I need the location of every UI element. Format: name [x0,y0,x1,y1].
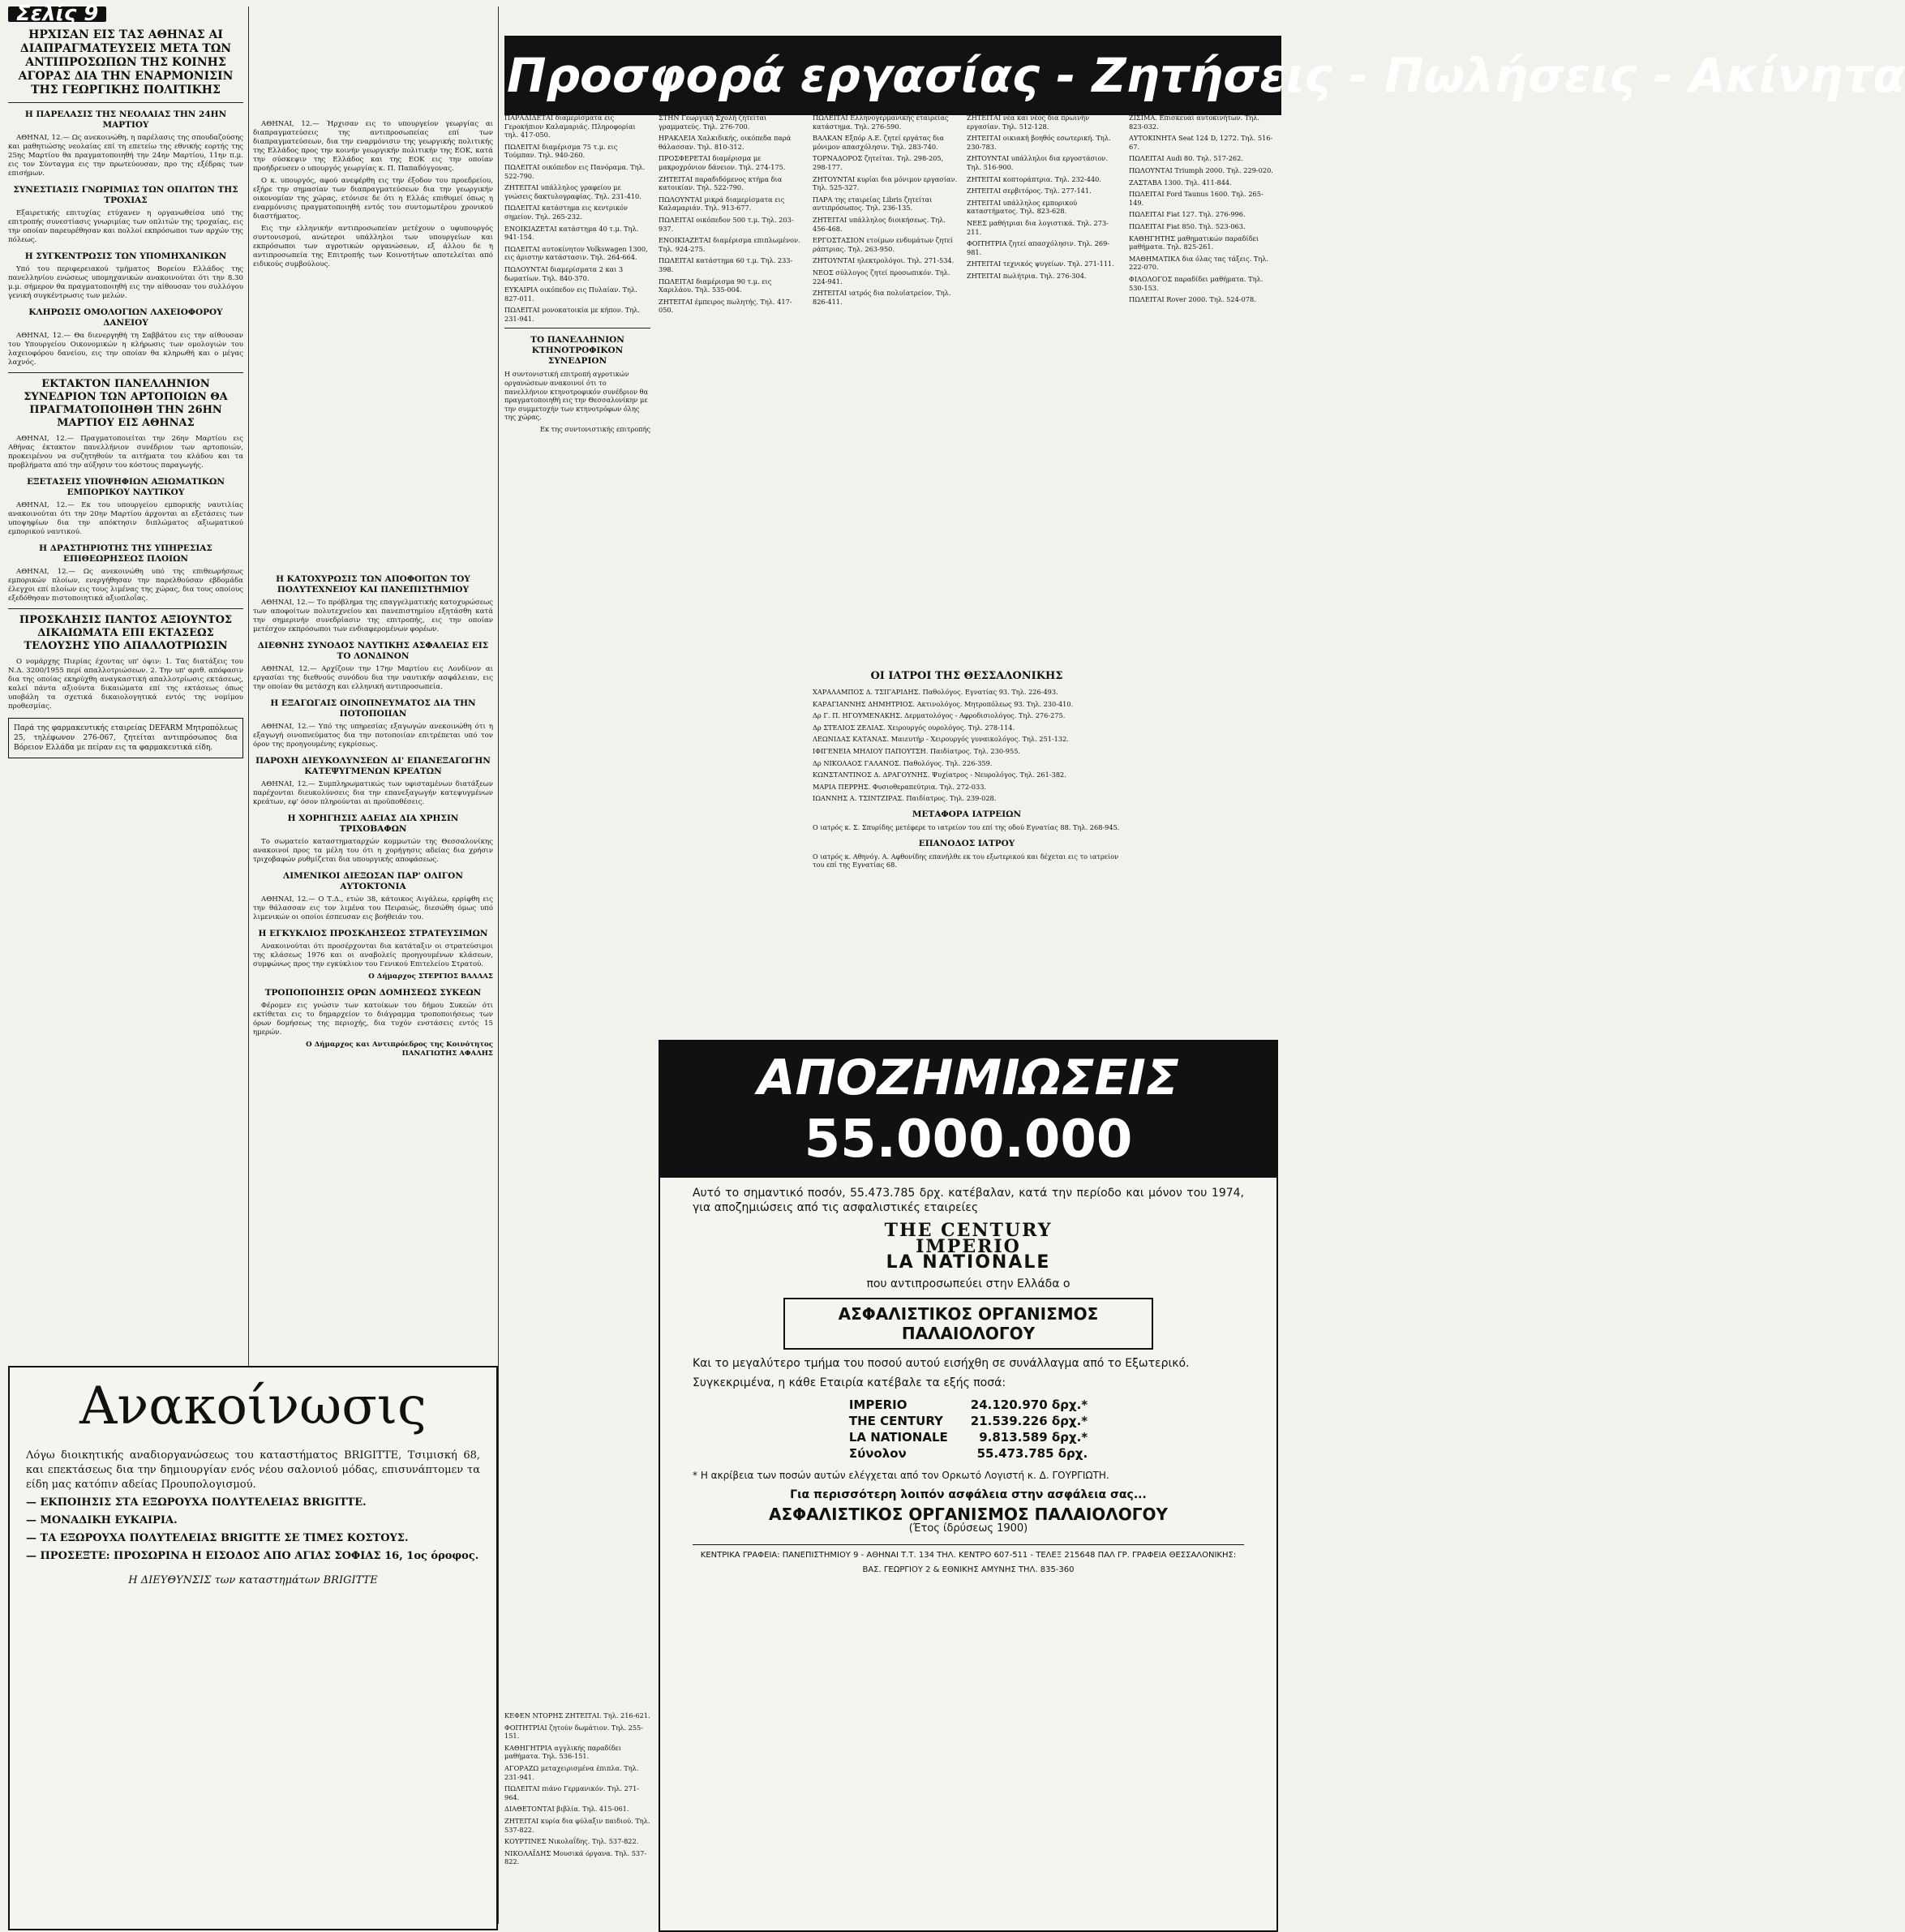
announcement-line: Λόγω διοικητικής αναδιοργανώσεως του καταστήματος BRIGITTE, Τσιμισκή 68, και επεκτάσεως δια την δημιουργίαν ενός νέου σαλονιού μόδας, επισυνάπτομεν τα είδη μας κατόπιν αδείας Προυπολογισμού. [26,1449,480,1491]
announcement-body [10,1439,496,1598]
classifieds-column-extra [504,1711,650,1929]
ad-safety: Για περισσότερη λοιπόν ασφάλεια στην ασφάλεια σας... [790,1488,1147,1501]
classified-ad: ΠΩΛΕΙΤΑΙ Audi 80. Τηλ. 517-262. [1129,154,1243,163]
article-body: ΑΘΗΝΑΙ, 12.— Συμπληρωματικώς των υφισταμένων διατάξεων παρέχονται διευκολύνσεις δια την επανεξαγωγήν κατεψυγμένων κρεάτων, εφ' όσον πληρούνται αι προϋποθέσεις. [253,780,493,806]
company-name: IMPERIO [848,1397,907,1412]
article-body: ΑΘΗΝΑΙ, 12.— Εκ του υπουργείου εμπορικής ναυτιλίας ανακοινούται ότι την 20ην Μαρτίου άρχονται αι εξετάσεις των υποψηφίων δια την απόκτησιν διπλώματος αξιωματικού εμπορικού ναυτικού. [8,501,243,536]
classified-ad: ΗΡΑΚΛΕΙΑ Χαλκιδικής, οικόπεδα παρά θάλασσαν. Τηλ. 810-312. [659,134,792,151]
doctors-directory [813,665,1121,1034]
signature: Εκ της συντονιστικής επιτροπής [539,425,650,434]
classified-ad: ΜΑΘΗΜΑΤΙΚΑ δια όλας τας τάξεις. Τηλ. 222-070. [1129,254,1269,272]
table-row [838,1429,1099,1445]
classified-ad: ΖΗΤΟΥΝΤΑΙ κυρίαι δια μόνιμον εργασίαν. Τηλ. 525-327. [813,174,958,192]
announcement-line: — ΠΡΟΣΕΞΤΕ: ΠΡΟΣΩΡΙΝΑ Η ΕΙΣΟΔΟΣ ΑΠΟ ΑΓΙΑΣ ΣΟΦΙΑΣ 16, 1ος όροφος. [26,1550,479,1562]
company-name: Σύνολον [848,1446,907,1461]
classified-ad: ΖΗΤΕΙΤΑΙ πωλήτρια. Τηλ. 276-304. [967,271,1087,280]
classified-ad: ΠΩΛΕΙΤΑΙ οικόπεδον 500 τ.μ. Τηλ. 203-937. [659,215,794,233]
brand-century: THE CENTURY [884,1220,1053,1241]
classified-ad: ΚΑΘΗΓΗΤΡΙΑ αγγλικής παραδίδει μαθήματα. Τηλ. 536-151. [504,1743,622,1761]
signature: Ο Δήμαρχος και Αντιπρόεδρος της Κοινότητος ΠΑΝΑΓΙΩΤΗΣ ΑΦΑΛΗΣ [306,1041,493,1058]
classified-ad: ΠΩΛΕΙΤΑΙ Fiat 850. Τηλ. 523-063. [1129,221,1246,230]
directory-heading: ΟΙ ΙΑΤΡΟΙ ΤΗΣ ΘΕΣΣΑΛΟΝΙΚΗΣ [870,670,1063,682]
classified-ad: ΑΓΟΡΑΖΩ μεταχειρισμένα έπιπλα. Τηλ. 231-941. [504,1763,639,1781]
article-heading: ΕΞΕΤΑΣΕΙΣ ΥΠΟΨΗΦΙΩΝ ΑΞΙΩΜΑΤΙΚΩΝ ΕΜΠΟΡΙΚΟΥ ΝΑΥΤΙΚΟΥ [27,477,225,497]
classified-ad: ΖΙΣΙΜΑ. Επισκευαί αυτοκινήτων. Τηλ. 823-032. [1129,114,1260,131]
classified-ad: ΠΡΟΣΦΕΡΕΤΑΙ διαμέρισμα με μακροχρόνιον δάνειον. Τηλ. 274-175. [659,154,786,171]
company-name: LA NATIONALE [848,1430,948,1445]
company-name: THE CENTURY [848,1414,943,1428]
article-heading: Η ΚΑΤΟΧΥΡΩΣΙΣ ΤΩΝ ΑΠΟΦΟΙΤΩΝ ΤΟΥ ΠΟΛΥΤΕΧΝΕΙΟΥ ΚΑΙ ΠΑΝΕΠΙΣΤΗΜΙΟΥ [276,574,470,595]
classifieds-column-5 [1129,114,1275,1030]
article-heading: ΔΙΕΘΝΗΣ ΣΥΝΟΔΟΣ ΝΑΥΤΙΚΗΣ ΑΣΦΑΛΕΙΑΣ ΕΙΣ ΤΟ ΛΟΝΔΙΝΟΝ [257,641,489,661]
classified-ad: ΖΗΤΕΙΤΑΙ νέα και νέος δια πρωινήν εργασίαν. Τηλ. 512-128. [967,114,1090,131]
classified-ad: ΖΑΣΤΑΒΑ 1300. Τηλ. 411-844. [1129,178,1232,187]
signature: Ο Δήμαρχος ΣΤΕΡΓΙΟΣ ΒΑΛΛΑΣ [368,972,493,981]
article-body: Ανακοινούται ότι προσέρχονται δια κατάταξιν οι στρατεύσιμοι της κλάσεως 1976 και οι αναβολείς προηγουμένων κλάσεων, συμφώνως προς την εγκύκλιον του Γενικού Επιτελείου Στρατού. [253,942,493,968]
article-body: Εξαιρετικής επιτυχίας ετύχανεν η οργανωθείσα υπό της επιτροπής συνεστίασις γνωριμίας των οπλιτών της τροχαίας, εις την οποίαν παρευρέθησαν και πολλοί εκπρόσωποι των αρχών της πόλεως. [8,209,243,244]
classified-ad: ΖΗΤΕΙΤΑΙ υπάλληλος εμπορικού καταστήματος. Τηλ. 823-628. [967,198,1078,216]
article-body: Η συντονιστική επιτροπή αγροτικών οργανώσεων ανακοινοί ότι το πανελλήνιον κτηνοτροφικόν συνέδριον θα πραγματοποιηθή εις την Θεσσαλονίκην με την συμμετοχήν των κτηνοτρόφων όλης της χώρας. [504,370,649,422]
article-heading: ΤΟ ΠΑΝΕΛΛΗΝΙΟΝ ΚΤΗΝΟΤΡΟΦΙΚΟΝ ΣΥΝΕΔΡΙΟΝ [530,335,624,367]
article-heading: ΕΠΑΝΟΔΟΣ ΙΑΤΡΟΥ [918,838,1015,848]
article-body: Φέρομεν εις γνώσιν των κατοίκων του δήμου Συκεών ότι εκτίθεται εις το δημαρχείον το διάγραμμα τροποποιήσεως των όρων δομήσεως της περιοχής, δια τυχόν ενστάσεις εντός 15 ημερών. [253,1002,493,1037]
article-heading: ΤΡΟΠΟΠΟΙΗΣΙΣ ΟΡΩΝ ΔΟΜΗΣΕΩΣ ΣΥΚΕΩΝ [264,988,482,998]
classified-ad: ΖΗΤΕΙΤΑΙ κοπτοράπτρια. Τηλ. 232-440. [967,174,1101,183]
announcement-title: Ανακοίνωσις [79,1376,427,1436]
classified-ad: ΠΩΛΟΥΝΤΑΙ μικρά διαμερίσματα εις Καλαμαριάν. Τηλ. 913-677. [659,195,785,213]
classified-ad: ΝΕΟΣ σύλλογος ζητεί προσωπικόν. Τηλ. 224-941. [813,268,950,286]
org-box: ΑΣΦΑΛΙΣΤΙΚΟΣ ΟΡΓΑΝΙΣΜΟΣ ΠΑΛΑΙΟΛΟΓΟΥ [783,1298,1153,1350]
article-heading: ΕΚΤΑΚΤΟΝ ΠΑΝΕΛΛΗΝΙΟΝ ΣΥΝΕΔΡΙΟΝ ΤΩΝ ΑΡΤΟΠΟΙΩΝ ΘΑ ΠΡΑΓΜΑΤΟΠΟΙΗΘΗ ΤΗΝ 26ΗΝ ΜΑΡΤΙΟΥ ΕΙΣ ΑΘΗΝΑΣ [24,378,228,429]
classified-ad: ΖΗΤΕΙΤΑΙ παραδιδόμενος κτήμα δια κατοικίαν. Τηλ. 522-790. [659,174,783,192]
classified-ad: ΠΩΛΕΙΤΑΙ κατάστημα 60 τ.μ. Τηλ. 233-398. [659,256,793,273]
table-row [838,1397,1099,1413]
article-heading: ΛΙΜΕΝΙΚΟΙ ΔΙΕΞΩΣΑΝ ΠΑΡ' ΟΛΙΓΟΝ ΑΥΤΟΚΤΟΝΙΑ [283,871,463,891]
article-heading: Η ΠΑΡΕΛΑΣΙΣ ΤΗΣ ΝΕΟΛΑΙΑΣ ΤΗΝ 24ΗΝ ΜΑΡΤΙΟΥ [24,109,227,130]
classified-ad: ΠΩΛΕΙΤΑΙ Ford Taunus 1600. Τηλ. 265-149. [1129,190,1264,207]
classified-ad: ΚΑΘΗΓΗΤΗΣ μαθηματικών παραδίδει μαθήματα. Τηλ. 825-261. [1129,234,1259,251]
classified-ad: ΠΩΛΕΙΤΑΙ μονοκατοικία με κήπον. Τηλ. 231-941. [504,306,641,323]
classified-ad: ΖΗΤΕΙΤΑΙ ιατρός δια πολυϊατρείον. Τηλ. 826-411. [813,289,951,306]
classified-ad: ΚΟΥΡΤΙΝΕΣ Νικολαΐδης. Τηλ. 537-822. [504,1837,639,1846]
lead-headline: ΗΡΧΙΣΑΝ ΕΙΣ ΤΑΣ ΑΘΗΝΑΣ ΑΙ ΔΙΑΠΡΑΓΜΑΤΕΥΣΕΙΣ ΜΕΤΑ ΤΩΝ ΑΝΤΙΠΡΟΣΩΠΩΝ ΤΗΣ ΚΟΙΝΗΣ ΑΓΟΡΑΣ ΔΙΑ ΤΗΝ ΕΝΑΡΜΟΝΙΣΙΝ ΤΗΣ ΓΕΩΡΓΙΚΗΣ ΠΟΛΙΤΙΚΗΣ [18,28,234,97]
classified-ad: ΠΩΛΕΙΤΑΙ κατάστημα εις κεντρικόν σημείον. Τηλ. 265-232. [504,204,628,221]
ad-rep: που αντιπροσωπεύει στην Ελλάδα ο [866,1277,1070,1290]
article-body: ΑΘΗΝΑΙ, 12.— Ως ανεκοινώθη, η παρέλασις της σπουδαζούσης και μαθητιώσης νεολαίας επί τη επετείω της εθνικής εορτής της 25ης Μαρτίου θα πραγματοποιηθή την 24ην Μαρτίου, 11ην π.μ. εις τον Σύνταγμα εις την πρωτεύουσαν, προ της εξέδρας των επισήμων. [8,134,243,178]
article-body: ΑΘΗΝΑΙ, 12.— Πραγματοποιείται την 26ην Μαρτίου εις Αθήνας έκτακτον πανελλήνιον συνέδριον των αρτοποιών, προκειμένου να συζητηθούν τα αιτήματα του κλάδου και τα προβλήματα από την αύξησιν του κόστους παραγωγής. [8,435,243,470]
ad-body [660,1178,1276,1586]
classified-ad: ΕΝΟΙΚΙΑΖΕΤΑΙ κατάστημα 40 τ.μ. Τηλ. 941-154. [504,224,639,242]
ad-intro: Αυτό το σημαντικό ποσόν, 55.473.785 δρχ. κατέβαλαν, κατά την περίοδο και μόνον του 1974, για αποζημιώσεις από τις ασφαλιστικές εταιρείες [693,1187,1244,1214]
classifieds-column-2 [659,114,804,1030]
classified-ad: ΖΗΤΕΙΤΑΙ έμπειρος πωλητής. Τηλ. 417-050. [659,297,792,315]
classified-ad: ΔΙΑΘΕΤΟΝΤΑΙ βιβλία. Τηλ. 415-061. [504,1805,629,1814]
doctor-listing: ΚΩΝΣΤΑΝΤΙΝΟΣ Δ. ΔΡΑΓΟΥΝΗΣ. Ψυχίατρος - Νευρολόγος. Τηλ. 261-382. [813,771,1066,779]
classified-ad: ΖΗΤΕΙΤΑΙ σερβιτόρος. Τηλ. 277-141. [967,187,1092,195]
ad-founded: (Έτος ίδρύσεως 1900) [908,1522,1028,1535]
article-body: ΑΘΗΝΑΙ, 12.— Το πρόβλημα της επαγγελματικής κατοχυρώσεως των αποφοίτων πολυτεχνείου και πανεπιστημίου εξητάσθη κατά την σημερινήν συνεδρίασιν της επιτροπής, εις την οποίαν μετέσχον εκπρόσωποι των ενδιαφερομένων φορέων. [253,599,493,633]
brigitte-announcement [8,1366,498,1930]
classified-ad: ΦΟΙΤΗΤΡΙΑ ζητεί απασχόλησιν. Τηλ. 269-981. [967,239,1110,256]
classified-ad: ΠΩΛΕΙΤΑΙ Ελληνογερμανικής εταιρείας κατάστημα. Τηλ. 276-590. [813,114,949,131]
classified-ad: ΖΗΤΟΥΝΤΑΙ ηλεκτρολόγοι. Τηλ. 271-534. [813,256,955,265]
article-heading: Η ΕΓΚΥΚΛΙΟΣ ΠΡΟΣΚΛΗΣΕΩΣ ΣΤΡΑΤΕΥΣΙΜΩΝ [258,929,488,938]
insurance-advertisement [659,1040,1278,1932]
doctor-listing: ΚΑΡΑΓΙΑΝΝΗΣ ΔΗΜΗΤΡΙΟΣ. Ακτινολόγος. Μητροπόλεως 93. Τηλ. 230-410. [813,699,1074,708]
doctor-listing: Δρ ΝΙΚΟΛΑΟΣ ΓΑΛΑΝΟΣ. Παθολόγος. Τηλ. 226-359. [813,758,993,767]
classified-ad: ΝΙΚΟΛΑΪΔΗΣ Μουσικά όργανα. Τηλ. 537-822. [504,1848,647,1866]
classified-ad: ΕΝΟΙΚΙΑΖΕΤΑΙ διαμέρισμα επιπλωμένον. Τηλ. 924-275. [659,236,800,253]
doctor-listing: Δρ ΣΤΕΛΙΟΣ ΖΕΛΙΑΣ. Χειρουργός ουρολόγος. Τηλ. 278-114. [813,723,1015,732]
announcement-line: — ΕΚΠΟΙΗΣΙΣ ΣΤΑ ΕΞΩΡΟΥΧΑ ΠΟΛΥΤΕΛΕΙΑΣ BRIGITTE. [26,1496,367,1509]
announcement-signature: Η ΔΙΕΥΘΥΝΣΙΣ των καταστημάτων BRIGITTE [128,1574,378,1586]
article-heading: ΠΑΡΟΧΗ ΔΙΕΥΚΟΛΥΝΣΕΩΝ ΔΙ' ΕΠΑΝΕΞΑΓΩΓΗΝ ΚΑΤΕΨΥΓΜΕΝΩΝ ΚΡΕΑΤΩΝ [255,756,491,776]
classified-ad: ΣΤΗΝ Γεωργική Σχολή ζητείται γραμματεύς. Τηλ. 276-700. [659,114,767,131]
ad-note: * Η ακρίβεια των ποσών αυτών ελέγχεται από τον Ορκωτό Λογιστή κ. Δ. ΓΟΥΡΓΙΩΤΗ. [693,1470,1109,1481]
classified-ad: ΠΩΛΕΙΤΑΙ Fiat 127. Τηλ. 276-996. [1129,210,1246,219]
article-body: ΑΘΗΝΑΙ, 12.— Ο Τ.Δ., ετών 38, κάτοικος Αιγάλεω, ερρίφθη εις την θάλασσαν εις τον λιμένα του Πειραιώς, διεσώθη όμως υπό λιμενικών οι οποίοι έσπευσαν εις βοήθειάν του. [253,895,493,921]
article-heading: ΚΛΗΡΩΣΙΣ ΟΜΟΛΟΓΙΩΝ ΛΑΧΕΙΟΦΟΡΟΥ ΔΑΝΕΙΟΥ [28,307,223,328]
article-body: ΑΘΗΝΑΙ, 12.— Ως ανεκοινώθη υπό της επιθεωρήσεως εμπορικών πλοίων, ενεργήθησαν την παρελθούσαν εβδομάδα έλεγχοι επί πλοίων εις τους λιμένας της χώρας, δια τους οποίους εξεδόθησαν πιστοποιητικά αξιοπλοΐας. [8,568,243,603]
divider [8,372,243,373]
article-body: Εις την ελληνικήν αντιπροσωπείαν μετέχουν ο υφυπουργός συντονισμού, ανώτεροι υπάλληλοι των υπουργείων και εκπρόσωποι των αγροτικών οργανώσεων, εξ άλλου δε η αντιπροσωπεία της Επιτροπής των Κοινοτήτων αποτελείται από ειδικούς συμβούλους. [253,225,493,268]
classified-ad: ΖΗΤΕΙΤΑΙ υπάλληλος γραφείου με γνώσεις δακτυλογραφίας. Τηλ. 231-410. [504,183,641,200]
article-heading: Η ΔΡΑΣΤΗΡΙΟΤΗΣ ΤΗΣ ΥΠΗΡΕΣΙΑΣ ΕΠΙΘΕΩΡΗΣΕΩΣ ΠΛΟΙΩΝ [39,543,212,564]
ad-footer: ΚΕΝΤΡΙΚΑ ΓΡΑΦΕΙΑ: ΠΑΝΕΠΙΣΤΗΜΙΟΥ 9 - ΑΘΗΝΑΙ Τ.Τ. 134 ΤΗΛ. ΚΕΝΤΡΟ 607-511 - ΤΕΛΕΞ 215648 ΠΑΛ ΓΡ. ΓΡΑΦΕΙΑ ΘΕΣΣΑΛΟΝΙΚΗΣ: ΒΑΣ. ΓΕΩΡΓΙΟΥ 2 & ΕΘΝΙΚΗΣ ΑΜΥΝΗΣ ΤΗΛ. 835-360 [693,1544,1244,1578]
article-body: Ο νομάρχης Πιερίας έχοντας υπ' όψιν: 1. Τας διατάξεις του Ν.Δ. 3200/1955 περί απαλλοτριώσεων. 2. Την υπ' αριθ. απόφασιν δια της οποίας εκηρύχθη αναγκαστική απαλλοτρίωσις εκτάσεως, καλεί πάντα αξιούντα δικαιώματα επί της εκτάσεως όπως υποβάλη τα σχετικά δικαιολογητικά εντός της νομίμου προθεσμίας. [8,658,243,711]
article-heading: ΣΥΝΕΣΤΙΑΣΙΣ ΓΝΩΡΙΜΙΑΣ ΤΩΝ ΟΠΛΙΤΩΝ ΤΗΣ ΤΡΟΧΙΑΣ [13,185,238,205]
doctor-listing: Δρ Γ. Π. ΗΓΟΥΜΕΝΑΚΗΣ. Δερματολόγος - Αφροδισιολόγος. Τηλ. 276-275. [813,711,1066,720]
classified-ad: ΑΥΤΟΚΙΝΗΤΑ Seat 124 D, 1272. Τηλ. 516-67. [1129,134,1273,151]
notice-box: Παρά της φαρμακευτικής εταιρείας DEFARM Μητροπόλεως 25, τηλέφωνον 276-067, ζητείται αντιπρόσωπος δια Βόρειον Ελλάδα με πείραν εις τα φαρμακευτικά είδη. [8,718,243,758]
classified-ad: ΠΩΛΕΙΤΑΙ πιάνο Γερμανικόν. Τηλ. 271-964. [504,1784,640,1801]
article-body: Το σωματείο καταστηματαρχών κομμωτών της Θεσσαλονίκης ανακοινοί προς τα μέλη του ότι η χορήγησις αδείας δια χρήσιν τριχοβαφών ρυθμίζεται δια υπουργικής αποφάσεως. [253,838,493,864]
classified-ad: ΠΩΛΕΙΤΑΙ διαμέρισμα 75 τ.μ. εις Τούμπαν. Τηλ. 940-260. [504,142,618,160]
classifieds-banner: Προσφορά εργασίας - Ζητήσεις - Πωλήσεις - Ακίνητα [504,36,1281,115]
doctor-listing: ΙΩΑΝΝΗΣ Α. ΤΣΙΝΤΖΙΡΑΣ. Παιδίατρος. Τηλ. 239-028. [813,794,997,803]
article-body: ΑΘΗΝΑΙ, 12.— Ήρχισαν εις το υπουργείον γεωργίας αι διαπραγματεύσεις της αντιπροσωπείας επί των διαπραγματεύσεων, δια την εναρμόνισιν της γεωργικής πολιτικής της Ελλάδος προς την κοινήν γεωργικήν πολιτικήν της ΕΟΚ, κατά την σύσκεψιν της Ελλάδος και της ΕΟΚ εις την οποίαν προήδρευσεν ο υπουργός γεωργίας κ. Π. Παπαδόγγονας. [253,120,493,173]
doctor-listing: ΜΑΡΙΑ ΠΕΡΡΗΣ. Φυσιοθεραπεύτρια. Τηλ. 272-033. [813,782,987,791]
company-amount: 21.539.226 δρχ.* [970,1414,1088,1428]
classified-ad: ΖΗΤΟΥΝΤΑΙ υπάλληλοι δια εργοστάσιον. Τηλ. 516-900. [967,154,1108,171]
classified-ad: ΖΗΤΕΙΤΑΙ υπάλληλος διοικήσεως. Τηλ. 456-468. [813,215,946,233]
article-body: Ο ιατρός κ. Αθηνόγ. Α. Αφθονίδης επανήλθε εκ του εξωτερικού και δέχεται εις το ιατρείον του επί της Εγνατίας 68. [813,852,1119,869]
divider [8,102,243,103]
classified-ad: ΠΩΛΕΙΤΑΙ οικόπεδον εις Πανόραμα. Τηλ. 522-790. [504,162,646,180]
article-heading: ΠΡΟΣΚΛΗΣΙΣ ΠΑΝΤΟΣ ΑΞΙΟΥΝΤΟΣ ΔΙΚΑΙΩΜΑΤΑ ΕΠΙ ΕΚΤΑΣΕΩΣ ΤΕΛΟΥΣΗΣ ΥΠΟ ΑΠΑΛΛΟΤΡΙΩΣΙΝ [19,614,233,652]
classified-ad: ΠΩΛΟΥΝΤΑΙ Triumph 2000. Τηλ. 229-020. [1129,165,1273,174]
doctor-listing: ΛΕΩΝΙΔΑΣ ΚΑΤΑΝΑΣ. Μαιευτήρ - Χειρουργός γυναικολόγος. Τηλ. 251-132. [813,735,1069,744]
company-amount: 24.120.970 δρχ.* [970,1397,1088,1412]
article-body: Ο ιατρός κ. Σ. Σπυρίδης μετέφερε το ιατρείον του επί της οδού Εγνατίας 88. Τηλ. 268-945. [813,822,1120,831]
doctor-listing: ΙΦΙΓΕΝΕΙΑ ΜΗΛΙΟΥ ΠΑΠΟΥΤΣΗ. Παιδίατρος. Τηλ. 230-955. [813,746,1021,755]
ad-mid: Και το μεγαλύτερο τμήμα του ποσού αυτού εισήχθη σε συνάλλαγμα από το Εξωτερικό. [693,1357,1190,1370]
announcement-line: — ΜΟΝΑΔΙΚΗ ΕΥΚΑΙΡΙΑ. [26,1514,178,1526]
classified-ad: ΒΑΛΚΑΝ Εξπόρ Α.Ε. ζητεί εργάτας δια μόνιμον απασχόλησιν. Τηλ. 283-740. [813,134,944,151]
article-heading: Η ΕΞΑΓΩΓΑΙΣ ΟΙΝΟΠΝΕΥΜΑΤΟΣ ΔΙΑ ΤΗΝ ΠΟΤΟΠΟΙΙΑΝ [270,698,476,719]
classified-ad: ΖΗΤΕΙΤΑΙ κυρία δια φύλαξιν παιδιού. Τηλ. 537-822. [504,1816,650,1834]
divider [8,608,243,609]
table-row [838,1413,1099,1429]
classified-ad: ΖΗΤΕΙΤΑΙ οικιακή βοηθός εσωτερική. Τηλ. 230-783. [967,134,1111,151]
classified-ad: ΝΕΕΣ μαθήτριαι δια λογιστικά. Τηλ. 273-211. [967,218,1109,236]
ad-title: ΑΠΟΖΗΜΙΩΣΕΙΣ [660,1041,1276,1108]
doctor-listing: ΧΑΡΑΛΑΜΠΟΣ Δ. ΤΣΙΓΑΡΙΔΗΣ. Παθολόγος. Εγνατίας 93. Τηλ. 226-493. [813,688,1058,696]
article-heading: ΜΕΤΑΦΟΡΑ ΙΑΤΡΕΙΩΝ [912,809,1022,819]
company-amount: 9.813.589 δρχ.* [979,1430,1088,1445]
brand-nationale: LA NATIONALE [886,1252,1051,1273]
brand-imperio: IMPERIO [916,1236,1021,1257]
announcement-line: — ΤΑ ΕΞΩΡΟΥΧΑ ΠΟΛΥΤΕΛΕΙΑΣ BRIGITTE ΣΕ ΤΙΜΕΣ ΚΟΣΤΟΥΣ. [26,1532,409,1544]
article-body: Υπό του περιφερειακού τμήματος Βορείου Ελλάδος της πανελληνίου ενώσεως υπομηχανικών ανακοινούται ότι την 8.30 μ.μ. σήμερον θα πραγματοποιηθή εις την αίθουσαν του συλλόγου γενική συγκέντρωσις των μελών. [8,265,243,300]
classified-ad: ΠΩΛΕΙΤΑΙ αυτοκίνητον Volkswagen 1300, εις άριστην κατάστασιν. Τηλ. 264-664. [504,244,648,262]
classified-ad: ΠΩΛΕΙΤΑΙ Rover 2000. Τηλ. 524-078. [1129,295,1256,304]
column-rule [498,6,499,1924]
ad-amount: 55.000.000 [660,1108,1276,1178]
classified-ad: ΦΟΙΤΗΤΡΙΑΙ ζητούν δωμάτιον. Τηλ. 255-151. [504,1723,644,1741]
column-lead [8,2,243,1353]
classifieds-column-1 [504,114,650,1703]
page-masthead: Σελίς 9 [8,6,106,22]
classified-ad: ΕΡΓΟΣΤΑΣΙΟΝ ετοίμων ενδυμάτων ζητεί ράπτριας. Τηλ. 263-950. [813,236,954,253]
classified-ad: ΚΕΦΕΝ ΝΤΟΡΗΣ ΖΗΤΕΙΤΑΙ. Τηλ. 216-621. [504,1711,650,1719]
column-news [253,568,493,1346]
article-body: Ο κ. υπουργός, αφού ανεφέρθη εις την έξοδον του προεδρείου, εξήρε την σημασίαν των διαπραγματεύσεων δια την γεωργικήν οικονομίαν της χώρας, ετόνισε δε ότι η Ελλάς επιθυμεί όπως η εναρμόνισις πραγματοποιηθή εντός του συντομωτέρου χρονικού διαστήματος. [253,177,493,221]
article-body: ΑΘΗΝΑΙ, 12.— Αρχίζουν την 17ην Μαρτίου εις Λονδίνον αι εργασίαι της διεθνούς συνόδου δια την ναυτικήν ασφάλειαν, εις την οποίαν θα μετάσχη και ελληνική αντιπροσωπεία. [253,665,493,691]
article-heading: Η ΧΟΡΗΓΗΣΙΣ ΑΔΕΙΑΣ ΔΙΑ ΧΡΗΣΙΝ ΤΡΙΧΟΒΑΦΩΝ [287,814,459,834]
article-body: ΑΘΗΝΑΙ, 12.— Υπό της υπηρεσίας εξαγωγών ανεκοινώθη ότι η εξαγωγή οινοπνεύματος δια την ποτοποιίαν επιτρέπεται υπό τον όρον της προηγουμένης εγκρίσεως. [253,723,493,749]
payout-table [838,1397,1099,1462]
article-body: ΑΘΗΝΑΙ, 12.— Θα διενεργηθή τη Σαββάτου εις την αίθουσαν του Υπουργείου Οικονομικών η κλήρωσις των ομολογιών του λαχειοφόρου δανείου, εις την οποίαν θα κληρωθή και ο μέγας λαχνός. [8,332,243,367]
ad-spec: Συγκεκριμένα, η κάθε Εταιρία κατέβαλε τα εξής ποσά: [693,1376,1006,1389]
classified-ad: ΠΑΡΑ της εταιρείας Libris ζητείται αντιπρόσωπος. Τηλ. 236-135. [813,195,933,213]
classified-ad: ΠΩΛΟΥΝΤΑΙ διαμερίσματα 2 και 3 δωματίων. Τηλ. 840-370. [504,264,624,282]
classified-ad: ΖΗΤΕΙΤΑΙ τεχνικός ψυγείων. Τηλ. 271-111. [967,260,1114,268]
classified-ad: ΤΟΡΝΑΔΟΡΟΣ ζητείται. Τηλ. 298-205, 298-177. [813,154,944,171]
classified-ad: ΠΩΛΕΙΤΑΙ διαμέρισμα 90 τ.μ. εις Χαριλάου. Τηλ. 535-004. [659,277,772,294]
classified-ad: ΦΙΛΟΛΟΓΟΣ παραδίδει μαθήματα. Τηλ. 530-153. [1129,274,1264,292]
ad-org-2: ΑΣΦΑΛΙΣΤΙΚΟΣ ΟΡΓΑΝΙΣΜΟΣ ΠΑΛΑΙΟΛΟΓΟΥ [769,1505,1168,1524]
article-heading: Η ΣΥΓΚΕΝΤΡΩΣΙΣ ΤΩΝ ΥΠΟΜΗΧΑΝΙΚΩΝ [24,251,227,261]
classified-ad: ΕΥΚΑΙΡΙΑ οικόπεδον εις Πυλαίαν. Τηλ. 827-011. [504,286,637,303]
company-amount: 55.473.785 δρχ. [976,1446,1088,1461]
table-row [838,1445,1099,1462]
classified-ad: ΠΑΡΑΔΙΔΕΤΑΙ διαμερίσματα εις Γεροκήπιον Καλαμαριάς. Πληροφορίαι τηλ. 417-050. [504,114,636,140]
